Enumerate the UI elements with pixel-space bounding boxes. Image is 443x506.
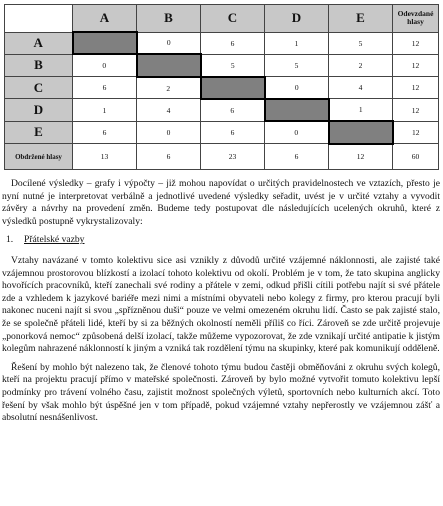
sociomatrix-table xyxy=(4,4,439,170)
table-cell: 6 xyxy=(73,77,137,99)
row-header: C xyxy=(5,77,73,99)
intro-paragraph: Docílené výsledky – grafy i výpočty – již mohou napovídat o určitých pravidelnostech ve vztazích, přesto je nyní nutné je interpretovat verbálně a jednotlivé uvedené výsledky seřadit, uvést je v určité vztahy a vyvodit závěry a návrhy na provedení změn. Budeme tedy postupovat dle následujících ucelených okruhů, které z výsledků postupně vykrystalizovaly: xyxy=(2,178,440,227)
table-cell: 5 xyxy=(201,54,265,76)
total-cell: 6 xyxy=(137,144,201,170)
table-header-row xyxy=(5,5,439,33)
table-cell: 1 xyxy=(329,99,393,121)
row-header: D xyxy=(5,99,73,121)
sent-votes-cell: 12 xyxy=(393,99,439,121)
section-title: Přátelské vazby xyxy=(24,234,85,246)
total-cell: 13 xyxy=(73,144,137,170)
table-row xyxy=(5,32,439,54)
diagonal-cell xyxy=(73,32,137,54)
table-cell: 0 xyxy=(137,32,201,54)
sent-votes-header: Odevzdané hlasy xyxy=(393,5,439,33)
table-row xyxy=(5,99,439,121)
row-header: A xyxy=(5,32,73,54)
table-row xyxy=(5,54,439,76)
diagonal-cell xyxy=(201,77,265,99)
table-cell: 0 xyxy=(265,77,329,99)
table-cell: 6 xyxy=(201,99,265,121)
table-corner-cell xyxy=(5,5,73,33)
table-cell: 0 xyxy=(137,121,201,143)
table-cell: 2 xyxy=(329,54,393,76)
table-cell: 4 xyxy=(329,77,393,99)
sent-votes-cell: 12 xyxy=(393,32,439,54)
column-header: D xyxy=(265,5,329,33)
total-cell: 12 xyxy=(329,144,393,170)
table-cell: 6 xyxy=(201,121,265,143)
diagonal-cell xyxy=(137,54,201,76)
total-cell: 6 xyxy=(265,144,329,170)
grand-total-cell: 60 xyxy=(393,144,439,170)
column-header: C xyxy=(201,5,265,33)
table-cell: 5 xyxy=(265,54,329,76)
row-header: B xyxy=(5,54,73,76)
table-cell: 0 xyxy=(265,121,329,143)
paragraph: Řešení by mohlo být nalezeno tak, že členové tohoto týmu budou častěji obměňováni z okruhu svých kolegů, kteří na projektu pracují přímo v mateřské společnosti. Zároveň by bylo možné vytvořit tomuto kolektivu lepší podmínky pro trávení volného času, zajistit možnost společných výletů, sportovních nebo kulturních akcí. Toto řešení by však mohlo být úspěšné jen v tom případě, pokud vzájemné vztahy nepřerostly ve vzájemnou zášť a absolutní nesnášenlivost. xyxy=(2,361,440,424)
table-cell: 6 xyxy=(73,121,137,143)
diagonal-cell xyxy=(265,99,329,121)
table-cell: 1 xyxy=(265,32,329,54)
sent-votes-cell: 12 xyxy=(393,54,439,76)
body-text xyxy=(2,178,440,431)
totals-row xyxy=(5,144,439,170)
table-cell: 4 xyxy=(137,99,201,121)
diagonal-cell xyxy=(329,121,393,143)
sent-votes-cell: 12 xyxy=(393,121,439,143)
section-number: 1. xyxy=(6,234,14,246)
total-cell: 23 xyxy=(201,144,265,170)
column-header: E xyxy=(329,5,393,33)
table-cell: 2 xyxy=(137,77,201,99)
section-heading xyxy=(6,234,440,247)
paragraph: Vztahy navázané v tomto kolektivu sice asi vznikly z důvodů určité vzájemné náklonnosti, ale zajisté také vzájemnou prostorovou blízkostí a izolací tohoto kolektivu od okolí. Problém je v tom, že tato skupina anglicky hovořících pracovníků, kteří zanechali své rodiny a přátele v zemi, odkud přišli cítili potřebu najít si své přátele zde a vzhledem k jazykové bariéře mezi nimi a místními obyvateli nebo kolegy z firmy, pro kterou pracují byli nakonec nuceni najít si svou „spřízněnou duši“ pouze ve velmi omezeném okruhu lidí. Často se pak zajisté stalo, že se společně přáteli lidé, kteří by si za běžných okolností neměli příliš co říci. Zároveň se zde určitě projevuje „ponorková nemoc“ způsobená delší izolací, takže můžeme vypozorovat, že zde vznikají určité antipatie k jistým kolegům nahrazené náklonností k jiným a vzniká tak rozdělení týmu na skupinky, které pak komunikují odděleně. xyxy=(2,254,440,355)
row-header: E xyxy=(5,121,73,143)
table-cell: 5 xyxy=(329,32,393,54)
table-row xyxy=(5,121,439,143)
table-cell: 0 xyxy=(73,54,137,76)
column-header: B xyxy=(137,5,201,33)
table-cell: 6 xyxy=(201,32,265,54)
received-votes-header: Obdržené hlasy xyxy=(5,144,73,170)
table-row xyxy=(5,77,439,99)
sent-votes-cell: 12 xyxy=(393,77,439,99)
table-cell: 1 xyxy=(73,99,137,121)
column-header: A xyxy=(73,5,137,33)
